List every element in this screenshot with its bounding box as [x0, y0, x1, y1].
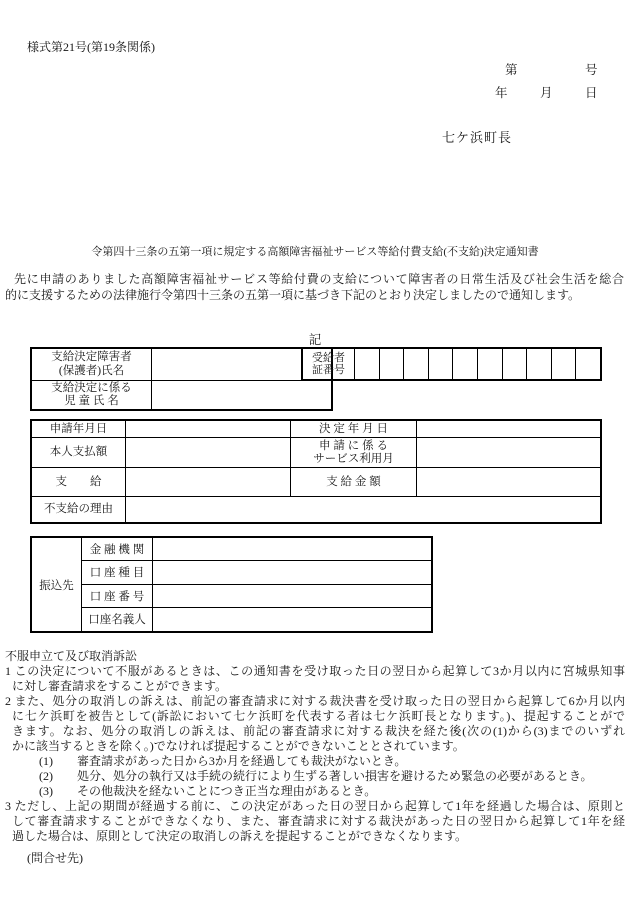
account-number-label: 口 座 番 号	[82, 585, 153, 608]
service-month-value	[417, 438, 600, 468]
inquiry-label: (問合せ先)	[27, 851, 83, 865]
appeal-item2-line3: きます。なお、処分の取消しの訴えは、前記の審査請求に対する裁決を経た後(次の(1)から(3)までのいずれ	[12, 724, 625, 738]
doc-number-suffix: 号	[585, 63, 598, 77]
appeal-item1-line2: に対し審査請求をすることができます。	[12, 679, 228, 693]
appeal-item2-line2: に七ケ浜町を被告として(訴訟において七ケ浜町を代表する者は七ケ浜町長となります。)、提起することがで	[12, 709, 625, 723]
appeal-item1-line1: 1 この決定について不服があるときは、この通知書を受け取った日の翌日から起算して3か月以内に宮城県知事	[5, 664, 625, 678]
form-number: 様式第21号(第19条関係)	[27, 40, 155, 54]
certificate-digit-cell	[404, 349, 429, 379]
recipient-table	[30, 347, 333, 411]
date-month-label: 月	[540, 86, 553, 100]
certificate-digit-cell	[355, 349, 380, 379]
appeal-heading: 不服申立て及び取消訴訟	[5, 649, 138, 663]
financial-institution-label: 金 融 機 関	[82, 538, 153, 561]
account-type-value	[153, 561, 431, 584]
appeal-subitem-3: (3) その他裁決を経ないことにつき正当な理由があるとき。	[39, 784, 377, 798]
certificate-digit-cell	[552, 349, 577, 379]
transfer-destination-label: 振込先	[32, 538, 82, 631]
certificate-digit-cell	[527, 349, 552, 379]
addressee: 七ケ浜町長	[442, 130, 513, 145]
certificate-digit-cell	[478, 349, 503, 379]
appeal-subitem-1: (1) 審査請求があった日から3か月を経過しても裁決がないとき。	[39, 754, 407, 768]
denial-reason-label: 不支給の理由	[32, 497, 126, 522]
certificate-digit-cell	[576, 349, 600, 379]
ki-heading: 記	[308, 333, 322, 347]
document-title: 令第四十三条の五第一項に規定する高額障害福祉サービス等給付費支給(不支給)決定通知書	[91, 246, 539, 258]
certificate-digit-cell	[380, 349, 405, 379]
application-date-label: 申請年月日	[32, 421, 126, 438]
decision-table	[30, 419, 602, 524]
child-name-value	[152, 381, 331, 409]
appeal-item3-line3: 過した場合は、原則として決定の取消しの訴えを提起することができなくなります。	[12, 829, 468, 843]
date-day-label: 日	[585, 86, 598, 100]
certificate-number-box	[301, 347, 602, 381]
account-number-value	[153, 585, 431, 608]
decision-date-value	[417, 421, 600, 438]
self-payment-label: 本人支払額	[32, 438, 126, 468]
financial-institution-value	[153, 538, 431, 561]
appeal-item3-line2: して審査請求することができなくなり、また、審査請求に対する裁決があった日の翌日から起算して1年を経	[12, 814, 625, 828]
recipient-name-label: 支給決定障害者 (保護者)氏名	[32, 349, 152, 381]
payment-value	[126, 468, 291, 497]
intro-paragraph	[5, 272, 624, 303]
intro-line-1: 先に申請のありました高額障害福祉サービス等給付費の支給について障害者の日常生活及び社会生活を総合	[14, 272, 624, 286]
payment-amount-label: 支 給 金 額	[291, 468, 417, 497]
account-type-label: 口 座 種 目	[82, 561, 153, 584]
child-name-label: 支給決定に係る 児 童 氏 名	[32, 381, 152, 409]
appeal-item3-line1: 3 ただし、上記の期間が経過する前に、この決定があった日の翌日から起算して1年を経過した場合は、原則と	[5, 799, 625, 813]
appeal-item2-line4: かに該当するときを除く。)でなければ提起することができないこととされています。	[12, 739, 465, 753]
payment-label: 支 給	[32, 468, 126, 497]
appeal-item2-line1: 2 また、処分の取消しの訴えは、前記の審査請求に対する裁決書を受け取った日の翌日から起算して6か月以内	[5, 694, 625, 708]
self-payment-value	[126, 438, 291, 468]
appeal-subitem-2: (2) 処分、処分の執行又は手続の続行により生ずる著しい損害を避けるため緊急の必要があるとき。	[39, 769, 593, 783]
payment-amount-value	[417, 468, 600, 497]
bank-transfer-table	[30, 536, 433, 633]
appeal-section	[5, 649, 625, 844]
account-holder-label: 口座名義人	[82, 608, 153, 631]
date-year-label: 年	[495, 86, 508, 100]
intro-line-2: 的に支援するための法律施行令第四十三条の五第一項に基づき下記のとおり決定しましたので通知します。	[5, 287, 581, 302]
certificate-digit-cell	[429, 349, 454, 379]
certificate-digit-cell	[503, 349, 528, 379]
doc-number-prefix: 第	[505, 63, 518, 77]
service-month-label: 申 請 に 係 る サービス利用月	[291, 438, 417, 468]
certificate-number-label: 受給者 証番号	[303, 349, 355, 379]
decision-date-label: 決 定 年 月 日	[291, 421, 417, 438]
application-date-value	[126, 421, 291, 438]
account-holder-value	[153, 608, 431, 631]
certificate-digit-cell	[453, 349, 478, 379]
denial-reason-value	[126, 497, 600, 522]
